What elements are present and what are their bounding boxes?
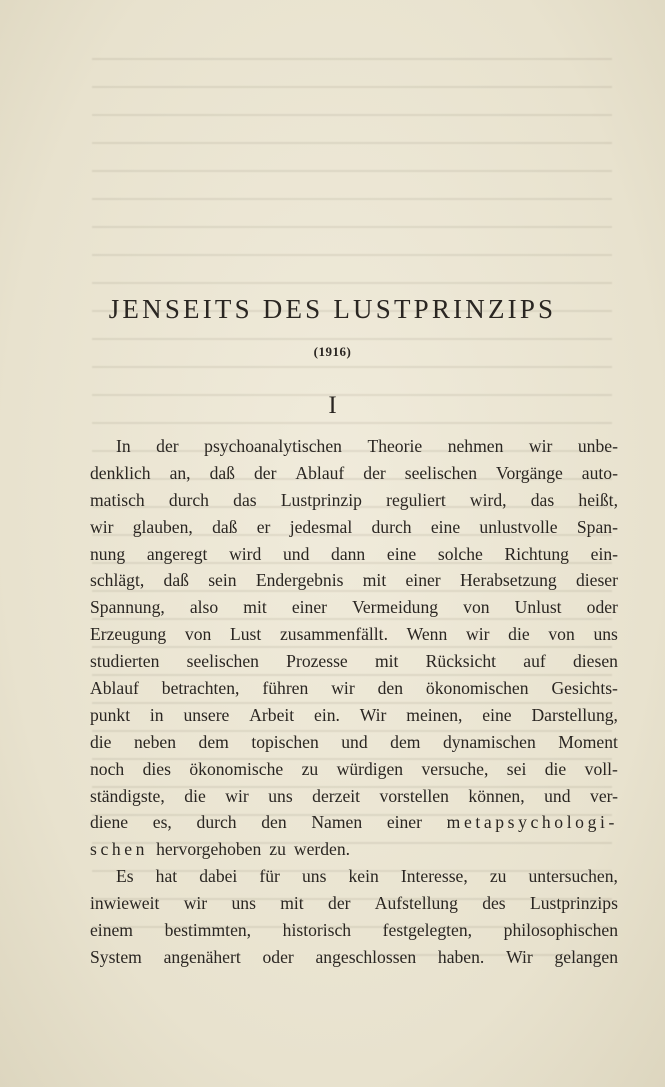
word: Erzeugung xyxy=(90,624,167,645)
word: matisch xyxy=(90,489,145,510)
word: den xyxy=(377,678,403,699)
word: der xyxy=(253,462,277,483)
word: dem xyxy=(390,731,421,752)
word: wir xyxy=(183,893,208,914)
word: Gesichts- xyxy=(551,678,618,699)
word: bestimmten, xyxy=(164,920,252,941)
word: zu xyxy=(301,758,319,779)
word: in xyxy=(149,704,164,725)
word: kein xyxy=(348,866,379,887)
word: uns xyxy=(268,785,293,806)
word: auto- xyxy=(581,462,618,483)
text-line xyxy=(90,675,618,702)
text-line xyxy=(90,541,618,568)
word: philosophischen xyxy=(503,920,618,941)
word: ein. xyxy=(314,704,340,725)
word: unbe- xyxy=(577,436,618,456)
word: Lust xyxy=(230,624,262,645)
word: uns xyxy=(231,893,256,914)
word: festgelegten, xyxy=(382,920,473,941)
word: wir xyxy=(528,436,553,456)
word: es, xyxy=(152,812,172,833)
text-line xyxy=(90,809,618,836)
word: durch xyxy=(196,812,237,833)
word: einer xyxy=(405,570,441,591)
word: Aufstellung xyxy=(374,893,458,914)
word: einem xyxy=(90,920,133,941)
word: sein xyxy=(208,570,237,591)
word: uns xyxy=(593,624,618,645)
word: historisch xyxy=(282,920,352,941)
word: meinen, xyxy=(406,704,463,725)
word: Lustprinzips xyxy=(529,893,618,914)
word: metapsychologi- xyxy=(446,812,618,833)
text-line xyxy=(90,917,618,944)
word: führen xyxy=(262,678,309,699)
text-line xyxy=(90,487,618,514)
word: das xyxy=(530,489,555,510)
body-text xyxy=(90,433,618,971)
word: den xyxy=(261,812,287,833)
word: dies xyxy=(142,758,171,779)
word: also xyxy=(189,597,219,618)
word: vorstellen xyxy=(379,785,449,806)
text-line xyxy=(90,756,618,783)
word: wird, xyxy=(469,489,507,510)
word: Wir xyxy=(506,946,533,967)
word: Endergebnis xyxy=(255,570,344,591)
word: dem xyxy=(198,731,229,752)
word: einer xyxy=(291,597,327,618)
word: Wir xyxy=(359,704,387,725)
word: des xyxy=(482,893,506,914)
word: ökonomische xyxy=(189,758,284,779)
word: an, xyxy=(169,462,191,483)
word: seelischen xyxy=(186,651,259,672)
word: noch xyxy=(90,758,125,779)
text-line xyxy=(90,514,618,541)
word: wir xyxy=(225,785,249,806)
word: Vorgänge xyxy=(496,462,563,483)
word: Richtung xyxy=(504,543,569,564)
word: eine xyxy=(430,516,461,537)
word: Ablauf xyxy=(295,462,345,483)
word: voll- xyxy=(584,758,618,779)
word: wird xyxy=(229,543,262,564)
word: Arbeit xyxy=(249,704,295,725)
section-number: I xyxy=(328,392,337,419)
word: studierten xyxy=(90,651,160,672)
word: Es xyxy=(116,866,134,887)
word: untersuchen, xyxy=(528,866,618,887)
word: topischen xyxy=(251,731,319,752)
word: der xyxy=(328,893,351,914)
word: Darstellung, xyxy=(531,704,618,725)
text-line xyxy=(90,702,618,729)
word: dynamischen xyxy=(442,731,536,752)
word: neben xyxy=(134,731,177,752)
word: psychoanalytischen xyxy=(204,436,342,456)
word: ver- xyxy=(590,785,618,806)
word: und xyxy=(341,731,368,752)
word: wir xyxy=(331,678,355,699)
word: Spannung, xyxy=(90,597,165,618)
word: von xyxy=(548,624,575,645)
chapter-title: JENSEITS DES LUSTPRINZIPS xyxy=(108,294,557,324)
word: Unlust xyxy=(514,597,562,618)
word: Herabsetzung xyxy=(459,570,557,591)
word: dann xyxy=(331,543,366,564)
text-line xyxy=(90,729,618,756)
word: mit xyxy=(374,651,399,672)
word: oder xyxy=(586,597,618,618)
word: mit xyxy=(243,597,267,618)
word: wir xyxy=(90,516,114,537)
word: heißt, xyxy=(578,489,618,510)
word: dieser xyxy=(575,570,618,591)
text-line xyxy=(90,567,618,594)
word: wir xyxy=(465,624,490,645)
word: Lustprinzip xyxy=(280,489,362,510)
word: die xyxy=(508,624,530,645)
word: versuche, xyxy=(421,758,489,779)
word: werden. xyxy=(293,839,351,860)
word: Namen xyxy=(311,812,363,833)
word: angeregt xyxy=(146,543,208,564)
text-line xyxy=(90,460,618,487)
word: In xyxy=(116,436,131,456)
word: die xyxy=(544,758,567,779)
word: diesen xyxy=(572,651,618,672)
word: jedesmal xyxy=(289,516,353,537)
word: Rücksicht xyxy=(425,651,497,672)
word: schlägt, xyxy=(90,570,145,591)
word: für xyxy=(259,866,280,887)
word: eine xyxy=(482,704,512,725)
word: von xyxy=(463,597,490,618)
word: Span- xyxy=(576,516,618,537)
word: auf xyxy=(523,651,546,672)
word: von xyxy=(184,624,212,645)
word: nung xyxy=(90,543,126,564)
word: haben. xyxy=(437,946,485,967)
word: Ablauf xyxy=(90,678,139,699)
word: Wenn xyxy=(406,624,448,645)
text-line xyxy=(90,836,618,863)
word: glauben, xyxy=(132,516,193,537)
word: zu xyxy=(269,839,286,860)
word: zu xyxy=(489,866,507,887)
word: der xyxy=(156,436,179,456)
text-line xyxy=(90,648,618,675)
word: unlustvolle xyxy=(479,516,558,537)
word: die xyxy=(90,731,112,752)
word: derzeit xyxy=(312,785,361,806)
word: Interesse, xyxy=(400,866,468,887)
word: daß xyxy=(212,516,238,537)
word: uns xyxy=(301,866,327,887)
word: er xyxy=(256,516,271,537)
word: Vermeidung xyxy=(352,597,439,618)
text-line xyxy=(90,944,618,971)
text-line xyxy=(90,594,618,621)
word: daß xyxy=(163,570,189,591)
word: und xyxy=(282,543,310,564)
word: Moment xyxy=(558,731,618,752)
word: sei xyxy=(506,758,527,779)
word: Prozesse xyxy=(286,651,348,672)
chapter-year: (1916) xyxy=(313,344,352,359)
word: betrachten, xyxy=(161,678,240,699)
word: das xyxy=(233,489,257,510)
word: würdigen xyxy=(336,758,404,779)
word: einer xyxy=(386,812,422,833)
word: gelangen xyxy=(554,946,618,967)
word: die xyxy=(184,785,206,806)
word: mit xyxy=(280,893,304,914)
word: solche xyxy=(437,543,483,564)
word: hat xyxy=(155,866,178,887)
word: ein- xyxy=(590,543,618,564)
word: angenähert xyxy=(163,946,241,967)
word: reguliert xyxy=(386,489,446,510)
word: und xyxy=(544,785,571,806)
text-line xyxy=(90,863,618,890)
word: mit xyxy=(362,570,387,591)
word: seelischen xyxy=(404,462,478,483)
word: System xyxy=(90,946,142,967)
word: durch xyxy=(168,489,209,510)
word: oder xyxy=(262,946,294,967)
word: schen xyxy=(90,839,149,860)
word: ökonomischen xyxy=(425,678,529,699)
word: zusammenfällt. xyxy=(280,624,388,645)
word: hervorgehoben xyxy=(156,839,262,860)
text-line xyxy=(90,783,618,810)
text-line xyxy=(90,621,618,648)
word: denklich xyxy=(90,462,151,483)
word: punkt xyxy=(90,704,131,725)
word: eine xyxy=(386,543,417,564)
word: dabei xyxy=(199,866,238,887)
word: Theorie xyxy=(367,436,423,456)
word: inwieweit xyxy=(90,893,160,914)
word: angeschlossen xyxy=(315,946,417,967)
text-line xyxy=(90,890,618,917)
word: nehmen xyxy=(447,436,504,456)
word: durch xyxy=(371,516,412,537)
word: können, xyxy=(468,785,525,806)
word: unsere xyxy=(183,704,230,725)
word: diene xyxy=(90,812,129,833)
word: daß xyxy=(209,462,235,483)
text-line xyxy=(90,433,618,460)
word: ständigste, xyxy=(90,785,165,806)
word: der xyxy=(363,462,386,483)
